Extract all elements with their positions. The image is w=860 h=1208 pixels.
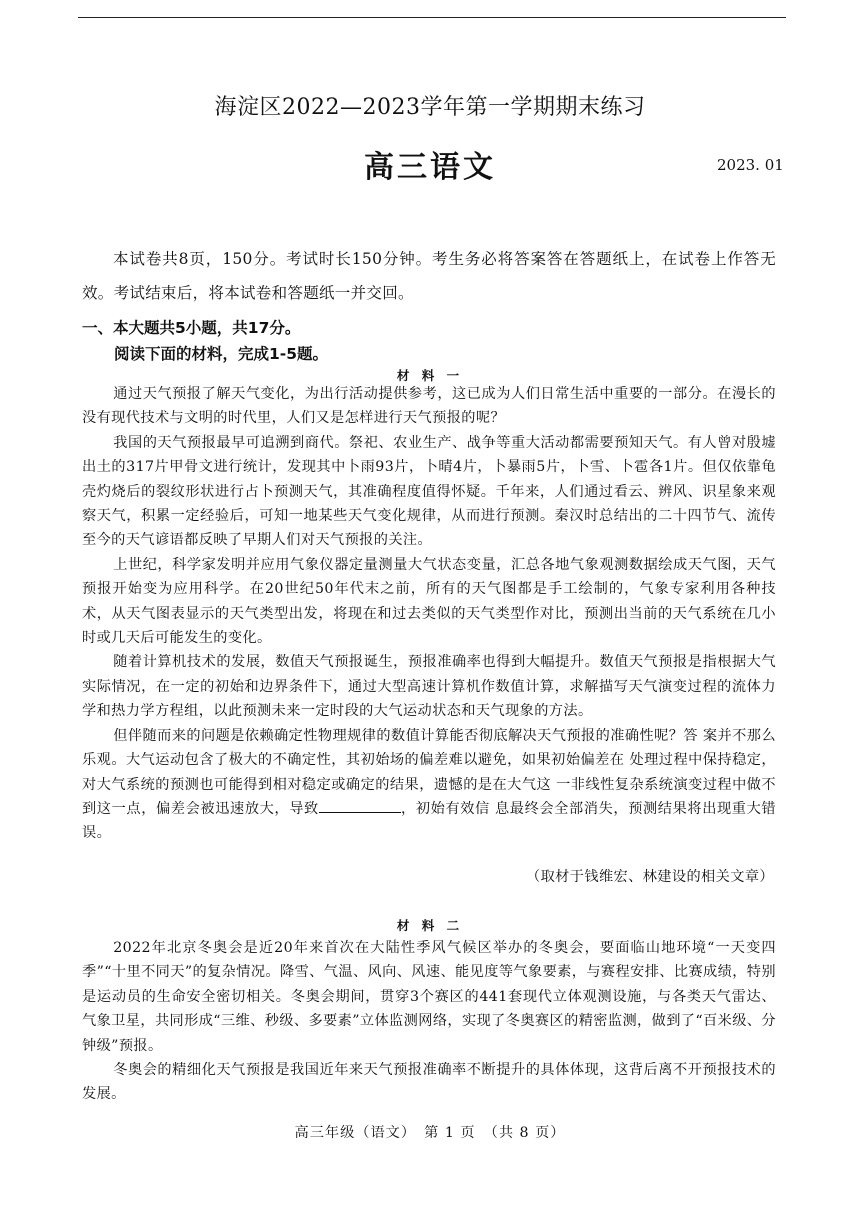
answer-blank <box>319 800 401 813</box>
paragraph-text-end: ，初始有效信 息最终会全部消失，预测结果将出现重大错误。 <box>82 800 776 842</box>
material-one-source: （取材于钱维宏、林建设的相关文章） <box>526 869 774 885</box>
paragraph: 我国的天气预报最早可追溯到商代。祭祀、农业生产、战争等重大活动都需要预知天气。有人曾对殷墟出土的317片甲骨文进行统计，发现其中卜雨93片，卜晴4片，卜暴雨5片，卜雪、卜雹各1片。但仅依靠龟壳灼烧后的裂纹形状进行占卜预测天气，其准确程度值得怀疑。千年来，人们通过看云、辨风、识星象来观察天气，积累一定经验后，可知一地某些天气变化规律，从而进行预测。秦汉时总结出的二十四节气、流传至今的天气谚语都反映了早期人们对天气预报的关注。 <box>82 434 776 549</box>
page-footer: 高三年级（语文） 第 1 页 （共 8 页） <box>294 1125 566 1141</box>
exam-instructions: 本试卷共8页，150分。考试时长150分钟。考生务必将答案答在答题纸上，在试卷上作答无效。考试结束后，将本试卷和答题纸一并交回。 <box>82 250 776 302</box>
material-two-title: 材 料 二 <box>396 918 464 933</box>
paragraph: 2022年北京冬奥会是近20年来首次在大陆性季风气候区举办的冬奥会，要面临山地环境“一天变四季”“十里不同天”的复杂情况。降雪、气温、风向、风速、能见度等气象要素，与赛程安排、比赛成绩，特别是运动员的生命安全密切相关。冬奥会期间，贯穿3个赛区的441套现代立体观测设施，与各类天气雷达、气象卫星，共同形成“三维、秒级、多要素”立体监测网络，实现了冬奥赛区的精密监测，做到了“百米级、分钟级”预报。 <box>82 940 776 1054</box>
exam-date: 2023. 01 <box>717 156 784 174</box>
paragraph: 冬奥会的精细化天气预报是我国近年来天气预报准确率不断提升的具体体现，这背后离不开预报技术的发展。 <box>82 1062 776 1103</box>
paragraph: 上世纪，科学家发明并应用气象仪器定量测量大气状态变量，汇总各地气象观测数据绘成天气图，天气预报开始变为应用科学。在20世纪50年代末之前，所有的天气图都是手工绘制的，气象专家利用各种技术，从天气图表显示的天气类型出发，将现在和过去类似的天气类型作对比，预测出当前的天气系统在几小时或几天后可能发生的变化。 <box>82 556 776 647</box>
section-instruction: 阅读下面的材料，完成1-5题。 <box>114 345 329 363</box>
paragraph-text-start: 但伴随而来的问题是依赖确定性物理规律的数值计算能否彻底解决天气预报的准确性呢？答 案并不那么乐观。大气运动包含了极大的不确定性，其初始场的偏差难以避免，如果初始偏差在 处理过程中保持稳定，对大气系统的预测也可能得到相对稳定或确定的结果，遗憾的是在大气这 一非线性复杂系统演变过程中做不到这一点，偏差会被迅速放大，导致 <box>82 727 776 817</box>
paragraph-with-blank <box>82 724 776 846</box>
material-two-body <box>82 936 776 1107</box>
exam-title: 海淀区2022—2023学年第一学期期末练习 <box>214 95 646 120</box>
top-rule <box>78 17 786 18</box>
subject-title: 高三语文 <box>364 150 496 185</box>
section-heading: 一、本大题共5小题，共17分。 <box>82 319 301 337</box>
paragraph: 随着计算机技术的发展，数值天气预报诞生，预报准确率也得到大幅提升。数值天气预报是指根据大气实际情况，在一定的初始和边界条件下，通过大型高速计算机作数值计算，求解描写天气演变过程的流体力学和热力学方程组，以此预测未来一定时段的大气运动状态和天气现象的方法。 <box>82 654 776 720</box>
material-one-body <box>82 382 776 846</box>
paragraph: 通过天气预报了解天气变化，为出行活动提供参考，这已成为人们日常生活中重要的一部分。在漫长的没有现代技术与文明的时代里，人们又是怎样进行天气预报的呢？ <box>82 386 776 427</box>
material-one-title: 材 料 一 <box>396 368 464 383</box>
